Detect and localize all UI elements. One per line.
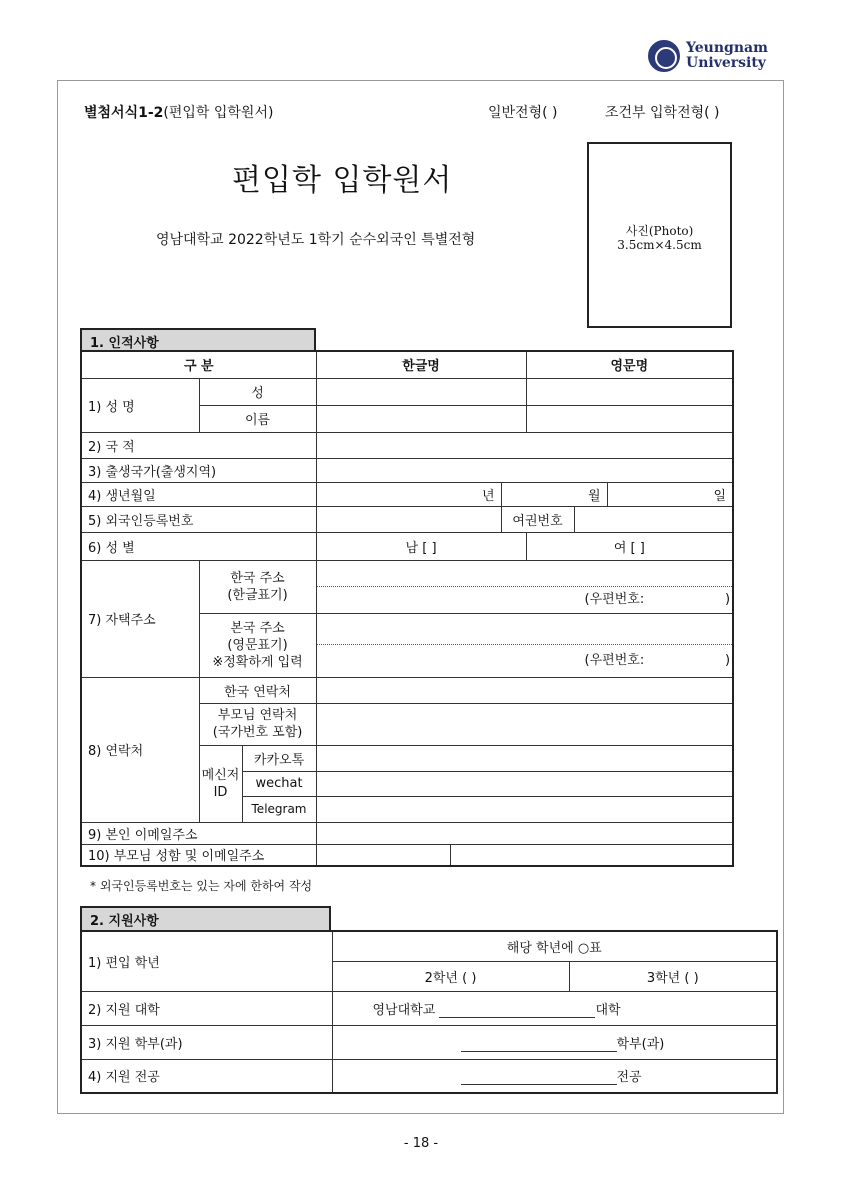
wechat-label: wechat <box>242 771 316 796</box>
contact-label: 8) 연락처 <box>81 677 199 822</box>
university-logo <box>648 40 768 76</box>
given-name-english-field[interactable] <box>526 405 733 432</box>
conditional-admission-type[interactable]: 조건부 입학전형( ) <box>605 105 720 121</box>
college-blank[interactable] <box>439 1003 595 1018</box>
personal-info-table <box>80 350 734 867</box>
dob-year-field[interactable]: 년 <box>316 482 501 506</box>
dept-field[interactable]: 학부(과) <box>332 1025 777 1059</box>
korea-address-field[interactable]: (우편번호: ) <box>316 560 733 613</box>
col-english-name: 영문명 <box>526 351 733 378</box>
photo-label: 사진(Photo) <box>625 224 694 238</box>
parent-name-field[interactable] <box>316 844 450 866</box>
home-address-field[interactable]: (우편번호: ) <box>316 613 733 677</box>
telegram-field[interactable] <box>316 796 733 822</box>
telegram-label: Telegram <box>242 796 316 822</box>
section2-heading: 2. 지원사항 <box>80 906 331 931</box>
surname-label: 성 <box>199 378 316 405</box>
korea-contact-label: 한국 연락처 <box>199 677 316 703</box>
kakao-label: 카카오톡 <box>242 745 316 771</box>
given-name-korean-field[interactable] <box>316 405 526 432</box>
form-title: 편입학 입학원서 <box>232 163 453 198</box>
passport-label: 여권번호 <box>501 506 574 532</box>
gender-female-option[interactable]: 여 [ ] <box>526 532 733 560</box>
dob-month-field[interactable]: 월 <box>501 482 607 506</box>
name-label: 1) 성 명 <box>81 378 199 432</box>
major-label: 4) 지원 전공 <box>81 1059 332 1093</box>
photo-size: 3.5cm×4.5cm <box>617 238 702 252</box>
general-admission-type[interactable]: 일반전형( ) <box>488 105 558 121</box>
alien-reg-field[interactable] <box>316 506 501 532</box>
footnote: * 외국인등록번호는 있는 자에 한하여 작성 <box>90 879 313 893</box>
col-category: 구 분 <box>81 351 316 378</box>
nationality-label: 2) 국 적 <box>81 432 316 458</box>
year3-option[interactable]: 3학년 ( ) <box>569 961 777 991</box>
surname-korean-field[interactable] <box>316 378 526 405</box>
dept-blank[interactable] <box>461 1037 617 1052</box>
email-label: 9) 본인 이메일주소 <box>81 822 316 844</box>
given-name-label: 이름 <box>199 405 316 432</box>
dob-day-field[interactable]: 일 <box>607 482 733 506</box>
kakao-field[interactable] <box>316 745 733 771</box>
dob-label: 4) 생년월일 <box>81 482 316 506</box>
nationality-field[interactable] <box>316 432 733 458</box>
korea-address-label: 한국 주소 (한글표기) <box>199 560 316 613</box>
photo-box[interactable] <box>587 142 732 328</box>
alien-reg-label: 5) 외국인등록번호 <box>81 506 316 532</box>
gender-male-option[interactable]: 남 [ ] <box>316 532 526 560</box>
transfer-year-label: 1) 편입 학년 <box>81 931 332 991</box>
parent-email-label: 10) 부모님 성함 및 이메일주소 <box>81 844 316 866</box>
passport-field[interactable] <box>574 506 733 532</box>
form-subtitle: 영남대학교 2022학년도 1학기 순수외국인 특별전형 <box>156 232 476 248</box>
parent-email-field[interactable] <box>450 844 733 866</box>
application-info-table <box>80 930 778 1094</box>
year2-option[interactable]: 2학년 ( ) <box>332 961 569 991</box>
email-field[interactable] <box>316 822 733 844</box>
korea-postal-label: (우편번호: <box>584 592 645 607</box>
college-label: 2) 지원 대학 <box>81 991 332 1025</box>
messenger-label: 메신저 ID <box>199 745 242 822</box>
mark-instruction: 해당 학년에 ○표 <box>332 931 777 961</box>
address-label: 7) 자택주소 <box>81 560 199 677</box>
home-address-label: 본국 주소 (영문표기) ※정확하게 입력 <box>199 613 316 677</box>
col-korean-name: 한글명 <box>316 351 526 378</box>
parent-contact-label: 부모님 연락처 (국가번호 포함) <box>199 703 316 745</box>
major-blank[interactable] <box>461 1070 617 1085</box>
page-number: - 18 - <box>403 1136 439 1151</box>
attachment-label: 별첨서식1-2(편입학 입학원서) <box>84 105 274 121</box>
university-name: Yeungnam University <box>686 40 768 71</box>
korea-contact-field[interactable] <box>316 677 733 703</box>
dept-label: 3) 지원 학부(과) <box>81 1025 332 1059</box>
university-seal-icon <box>648 40 680 72</box>
birth-country-label: 3) 출생국가(출생지역) <box>81 458 316 482</box>
section1-heading: 1. 인적사항 <box>80 328 316 351</box>
birth-country-field[interactable] <box>316 458 733 482</box>
home-postal-label: (우편번호: <box>584 652 645 668</box>
major-field[interactable]: 전공 <box>332 1059 777 1093</box>
wechat-field[interactable] <box>316 771 733 796</box>
college-field[interactable]: 영남대학교 대학 <box>332 991 777 1025</box>
gender-label: 6) 성 별 <box>81 532 316 560</box>
parent-contact-field[interactable] <box>316 703 733 745</box>
surname-english-field[interactable] <box>526 378 733 405</box>
